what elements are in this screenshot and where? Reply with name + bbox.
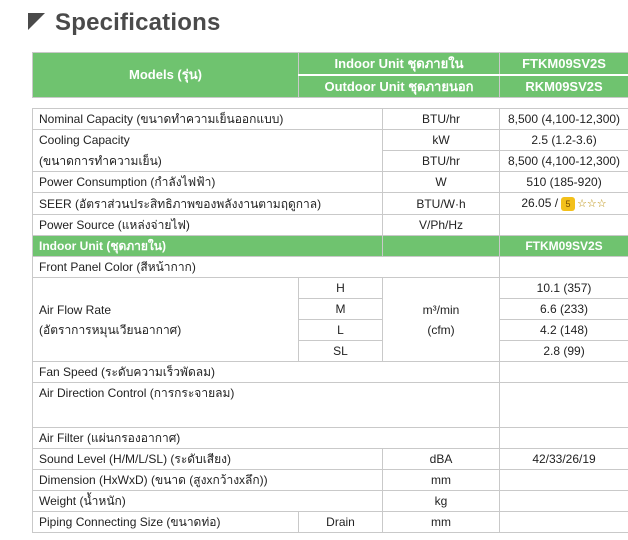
indoor-model-header: FTKM09SV2S — [500, 53, 628, 76]
piping-label: Piping Connecting Size (ขนาดท่อ) — [33, 512, 299, 533]
airflow-row — [33, 278, 628, 299]
dimension-label: Dimension (HxWxD) (ขนาด (สูงxกว้างxลึก)) — [33, 470, 383, 491]
outdoor-unit-header: Outdoor Unit ชุดภายนอก — [299, 75, 500, 98]
fan-speed-label: Fan Speed (ระดับความเร็วพัดลม) — [33, 362, 500, 383]
models-header: Models (รุ่น) — [33, 53, 299, 98]
airflow-value-l: 4.2 (148) — [500, 320, 628, 341]
specifications-table — [32, 52, 628, 533]
airflow-unit: m³/min — [422, 302, 460, 317]
page-title — [28, 6, 221, 40]
airflow-level-h: H — [299, 278, 383, 299]
sound-level-label: Sound Level (H/M/L/SL) (ระดับเสียง) — [33, 449, 383, 470]
indoor-section-header — [33, 236, 628, 257]
airflow-label-cell — [33, 278, 299, 362]
airflow-level-l: L — [299, 320, 383, 341]
table-row — [33, 449, 628, 470]
table-row — [33, 109, 628, 130]
power-consumption-label: Power Consumption (กำลังไฟฟ้า) — [33, 172, 383, 193]
table-row — [33, 215, 628, 236]
airflow-label: Air Flow Rate — [39, 302, 112, 317]
table-row — [33, 383, 628, 428]
title-text: Specifications — [55, 9, 221, 36]
sound-level-value: 42/33/26/19 — [500, 449, 628, 470]
outdoor-model-header: RKM09SV2S — [500, 75, 628, 98]
table-row — [33, 193, 628, 215]
indoor-unit-header: Indoor Unit ชุดภายใน — [299, 53, 500, 76]
weight-label: Weight (น้ำหนัก) — [33, 491, 383, 512]
table-row — [33, 428, 628, 449]
power-consumption-value: 510 (185-920) — [500, 172, 628, 193]
airflow-level-m: M — [299, 299, 383, 320]
seer-stars: ☆☆☆ — [577, 198, 607, 210]
table-row — [33, 362, 628, 383]
table-row — [33, 130, 628, 151]
table-row — [33, 151, 628, 172]
airflow-value-h: 10.1 (357) — [500, 278, 628, 299]
power-source-unit: V/Ph/Hz — [383, 215, 500, 236]
nominal-capacity-unit: BTU/hr — [383, 109, 500, 130]
power-source-value — [500, 215, 628, 236]
table-row — [33, 470, 628, 491]
airflow-value-sl: 2.8 (99) — [500, 341, 628, 362]
sound-level-unit: dBA — [383, 449, 500, 470]
indoor-section-model: FTKM09SV2S — [500, 236, 628, 257]
air-direction-label: Air Direction Control (การกระจายลม) — [33, 383, 500, 428]
table-row — [33, 172, 628, 193]
piping-unit: mm — [383, 512, 500, 533]
indoor-section-label: Indoor Unit (ชุดภายใน) — [33, 236, 383, 257]
table-row — [33, 257, 628, 278]
nominal-capacity-value: 8,500 (4,100-12,300) — [500, 109, 628, 130]
title-triangle-icon — [28, 13, 45, 30]
airflow-value-m: 6.6 (233) — [500, 299, 628, 320]
seer-value-cell — [500, 193, 628, 215]
power-source-label: Power Source (แหล่งจ่ายไฟ) — [33, 215, 383, 236]
seer-value: 26.05 / — [521, 196, 559, 210]
cooling-capacity-label-thai: (ขนาดการทำความเย็น) — [33, 151, 383, 172]
air-filter-label: Air Filter (แผ่นกรองอากาศ) — [33, 428, 500, 449]
header-row-indoor — [33, 53, 628, 76]
spacer-row — [33, 98, 628, 109]
seer-label: SEER (อัตราส่วนประสิทธิภาพของพลังงานตามฤดูกาล) — [33, 193, 383, 215]
cooling-capacity-value-btu: 8,500 (4,100-12,300) — [500, 151, 628, 172]
power-consumption-unit: W — [383, 172, 500, 193]
nominal-capacity-label: Nominal Capacity (ขนาดทำความเย็นออกแบบ) — [33, 109, 383, 130]
cooling-capacity-unit-btu: BTU/hr — [383, 151, 500, 172]
dimension-unit: mm — [383, 470, 500, 491]
airflow-label-thai: (อัตราการหมุนเวียนอากาศ) — [39, 322, 182, 337]
energy-label-icon: 5 — [561, 197, 575, 211]
airflow-level-sl: SL — [299, 341, 383, 362]
front-panel-label: Front Panel Color (สีหน้ากาก) — [33, 257, 500, 278]
airflow-unit-cell — [383, 278, 500, 362]
piping-drain: Drain — [299, 512, 383, 533]
seer-unit: BTU/W·h — [383, 193, 500, 215]
weight-unit: kg — [383, 491, 500, 512]
cooling-capacity-label: Cooling Capacity — [33, 130, 383, 151]
table-row — [33, 491, 628, 512]
cooling-capacity-value-kw: 2.5 (1.2-3.6) — [500, 130, 628, 151]
table-row — [33, 512, 628, 533]
airflow-unit-cfm: (cfm) — [427, 322, 455, 337]
cooling-capacity-unit-kw: kW — [383, 130, 500, 151]
